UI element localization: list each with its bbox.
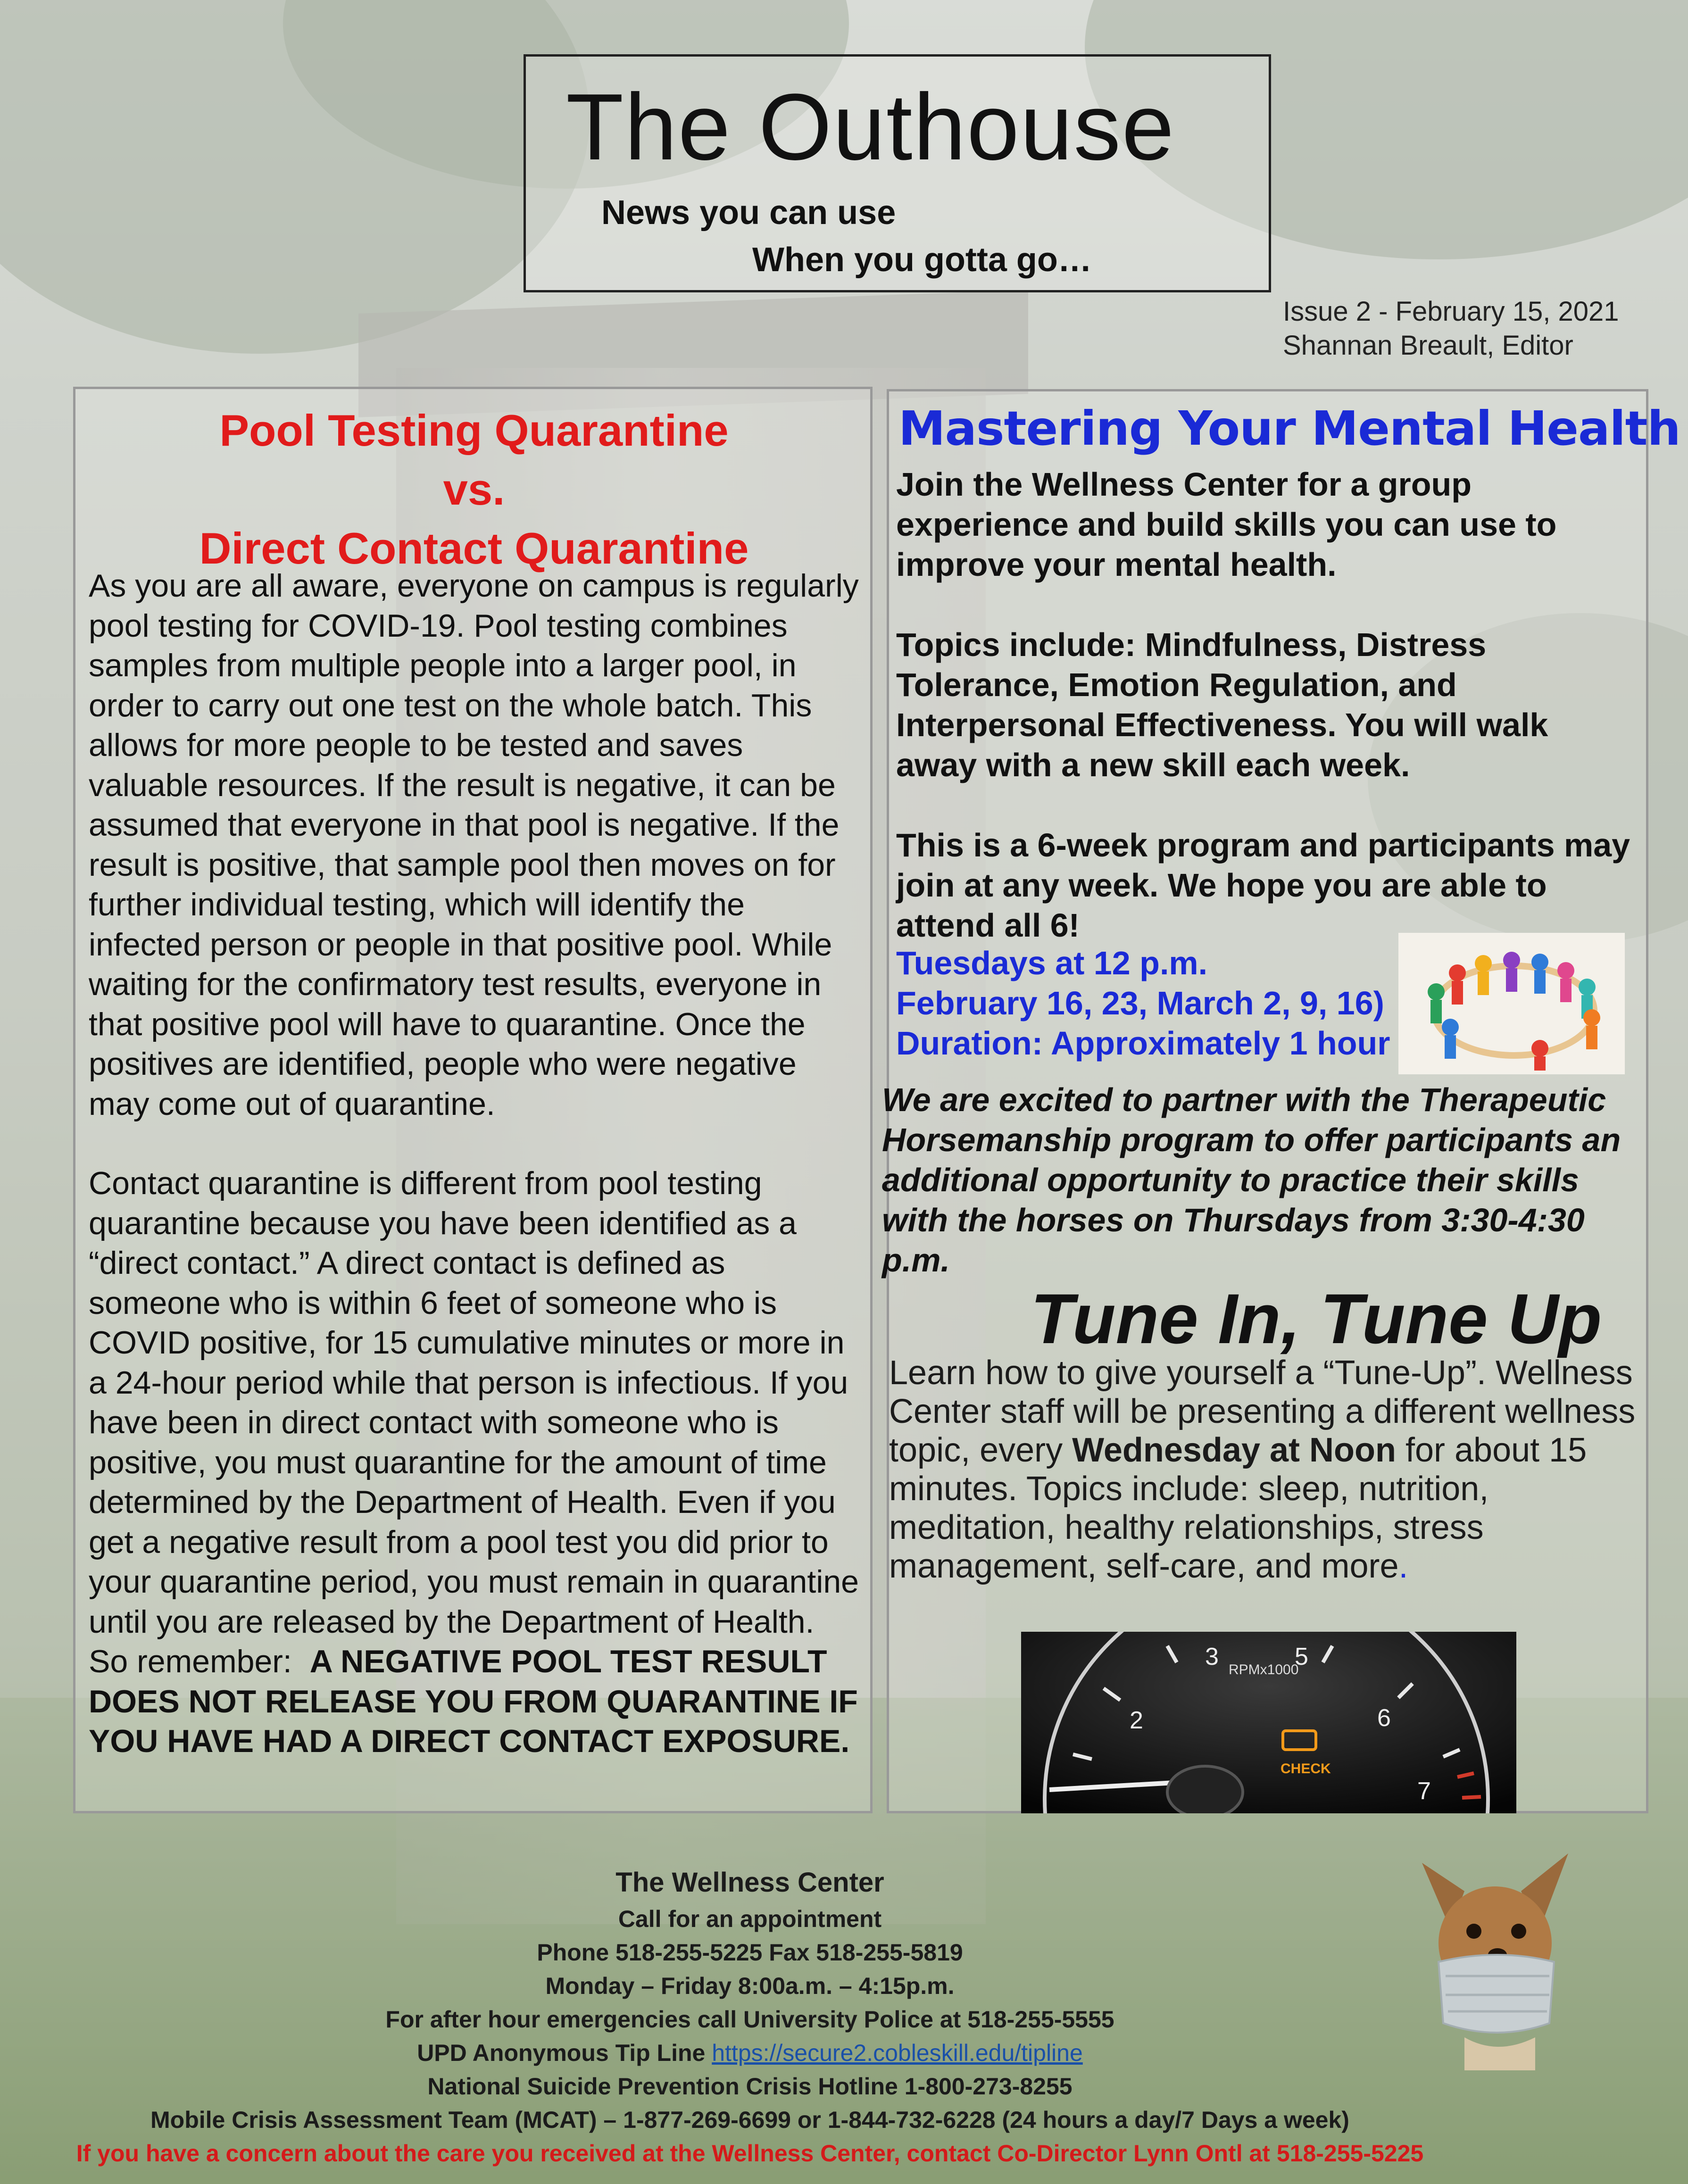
tune-in-body — [889, 1354, 1644, 1586]
wellness-center-footer — [0, 1863, 1500, 2170]
tune-in-day: Wednesday at Noon — [1072, 1431, 1396, 1469]
newsletter-title: The Outhouse — [566, 75, 1175, 180]
phone-fax-line: Phone 518-255-5225 Fax 518-255-5819 — [537, 1939, 963, 1966]
headline-line-1: Pool Testing Quarantine — [219, 406, 729, 455]
tune-in-text-1: Learn how to give yourself a “Tune-Up”. Wellness Center staff will be presenting a different wellness topic, every — [889, 1354, 1636, 1469]
mental-health-column — [882, 389, 1680, 1813]
schedule-block — [896, 943, 1390, 1063]
footer-title: The Wellness Center — [615, 1867, 884, 1898]
editor-name: Shannan Breault, Editor — [1283, 330, 1573, 361]
tip-line-label: UPD Anonymous Tip Line — [417, 2040, 712, 2066]
svg-text:5: 5 — [1295, 1643, 1308, 1670]
issue-info — [1283, 295, 1619, 363]
tip-line-link[interactable]: https://secure2.cobleskill.edu/tipline — [712, 2040, 1083, 2066]
issue-date: Issue 2 - February 15, 2021 — [1283, 296, 1619, 327]
mental-health-body — [896, 465, 1637, 986]
schedule-dates: February 16, 23, March 2, 9, 16) — [896, 985, 1384, 1021]
concern-line: If you have a concern about the care you received at the Wellness Center, contact Co-Director Lynn Ontl at 518-255-5225 — [76, 2140, 1424, 2167]
tune-in-text-2: for about 15 minutes. Topics include: sleep, nutrition, meditation, healthy relationships, stress management, self-care, and more — [889, 1431, 1587, 1585]
suicide-hotline-line: National Suicide Prevention Crisis Hotline 1-800-273-8255 — [427, 2073, 1073, 2100]
mental-health-title: Mastering Your Mental Health — [898, 401, 1680, 456]
direct-contact-text: Contact quarantine is different from pool testing quarantine because you have been identified as a “direct contact.” A direct contact is defined as someone who is within 6 feet of someone who is COVID positive, for 15 cumulative minutes or more in a 24-hour period while that person is infectious. If you have been in direct contact with someone who is positive, you must quarantine for the amount of time determined by the Department of Health. Even if you get a negative result from a pool test you did prior to your quarantine period, you must remain in quarantine until you are released by the Department of Health. So remember: — [89, 1165, 859, 1679]
svg-text:7: 7 — [1417, 1777, 1431, 1805]
tach-unit-label: RPMx1000 — [1229, 1662, 1299, 1677]
intro-paragraph: Join the Wellness Center for a group experience and build skills you can use to improve your mental health. — [896, 466, 1557, 583]
topics-paragraph: Topics include: Mindfulness, Distress Tolerance, Emotion Regulation, and Interpersonal Effectiveness. You will walk away with a new skill each week. — [896, 626, 1548, 783]
after-hours-line: For after hour emergencies call University Police at 518-255-5555 — [385, 2006, 1114, 2033]
headline-line-2: vs. — [443, 465, 505, 514]
people-circle-image — [1398, 933, 1625, 1074]
svg-text:3: 3 — [1205, 1643, 1219, 1670]
schedule-duration: Duration: Approximately 1 hour — [896, 1025, 1390, 1062]
tune-in-title: Tune In, Tune Up — [1031, 1279, 1602, 1358]
program-paragraph: This is a 6-week program and participants may join at any week. We hope you are able to attend all 6! — [896, 827, 1630, 944]
article-headline — [75, 401, 873, 578]
appointment-line: Call for an appointment — [618, 1906, 882, 1932]
tagline-line-2: When you gotta go… — [752, 241, 1092, 279]
dog-with-mask-image — [1394, 1835, 1592, 2070]
negative-result-warning: A NEGATIVE POOL TEST RESULT DOES NOT RELEASE YOU FROM QUARANTINE IF YOU HAVE HAD A DIRECT CONTACT EXPOSURE. — [89, 1644, 858, 1759]
tagline-line-1: News you can use — [601, 194, 896, 232]
pool-testing-paragraph: As you are all aware, everyone on campus is regularly pool testing for COVID-19. Pool testing combines samples from multiple people into a larger pool, in order to carry out one test on the whole batch. This allows for more people to be tested and saves valuable resources. If the result is negative, it can be assumed that everyone in that pool is negative. If the result is positive, that sample pool then moves on for further individual testing, which will identify the infected person or people in that positive pool. While waiting for the confirmatory test results, everyone in that positive pool will have to quarantine. Once the positives are identified, people who were negative may come out of quarantine. — [89, 568, 859, 1122]
mcat-line: Mobile Crisis Assessment Team (MCAT) – 1-877-269-6699 or 1-844-732-6228 (24 hours a day/7 Days a week) — [150, 2107, 1349, 2133]
schedule-day: Tuesdays at 12 p.m. — [896, 945, 1208, 981]
direct-contact-paragraph — [89, 1163, 862, 1761]
tip-line — [0, 2036, 1500, 2070]
hours-line: Monday – Friday 8:00a.m. – 4:15p.m. — [545, 1973, 955, 1999]
horsemanship-note: We are excited to partner with the Therapeutic Horsemanship program to offer participants an additional opportunity to practice their skills with the horses on Thursdays from 3:30-4:30 p.m. — [882, 1081, 1621, 1279]
check-engine-label: CHECK — [1281, 1761, 1331, 1777]
headline-line-3: Direct Contact Quarantine — [199, 523, 749, 573]
svg-text:6: 6 — [1377, 1704, 1391, 1732]
svg-text:2: 2 — [1130, 1707, 1143, 1734]
tachometer-image — [1021, 1632, 1516, 1813]
pool-testing-article — [73, 387, 873, 1813]
tune-in-end: . — [1398, 1547, 1408, 1585]
masthead-box — [524, 54, 1271, 292]
article-body — [89, 566, 862, 1761]
